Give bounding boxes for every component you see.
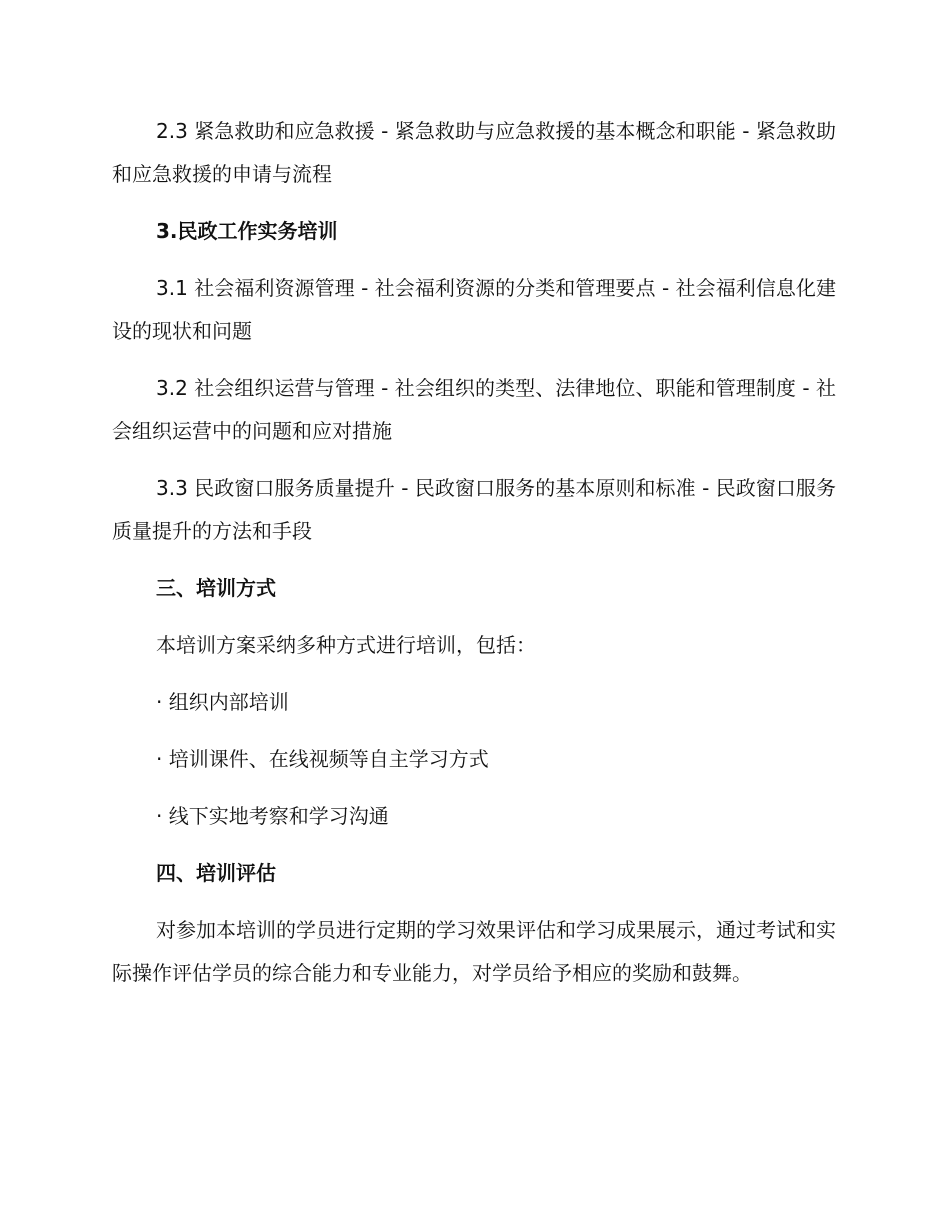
bullet-field-study: · 线下实地考察和学习沟通 [156,804,389,828]
para-3-3-window-service-quality: 3.3 民政窗口服务质量提升 - 民政窗口服务的基本原则和标准 - 民政窗口服务质量提升的方法和手段 [112,476,836,543]
heading-training-methods: 三、培训方式 [156,576,276,600]
bullet-internal-training: · 组织内部培训 [156,690,289,714]
para-training-methods-intro: 本培训方案采纳多种方式进行培训，包括： [156,633,536,657]
para-training-evaluation: 对参加本培训的学员进行定期的学习效果评估和学习成果展示，通过考试和实际操作评估学员的综合能力和专业能力，对学员给予相应的奖励和鼓舞。 [112,918,836,985]
bullet-self-study: · 培训课件、在线视频等自主学习方式 [156,747,489,771]
heading-training-evaluation: 四、培训评估 [156,861,276,885]
para-2-3-emergency-assistance: 2.3 紧急救助和应急救援 - 紧急救助与应急救援的基本概念和职能 - 紧急救助和应急救援的申请与流程 [112,119,836,186]
heading-civil-affairs-practice-training: 3.民政工作实务培训 [156,219,338,243]
para-3-2-social-organizations: 3.2 社会组织运营与管理 - 社会组织的类型、法律地位、职能和管理制度 - 社会组织运营中的问题和应对措施 [112,376,836,443]
para-3-1-social-welfare-resources: 3.1 社会福利资源管理 - 社会福利资源的分类和管理要点 - 社会福利信息化建设的现状和问题 [112,276,836,343]
